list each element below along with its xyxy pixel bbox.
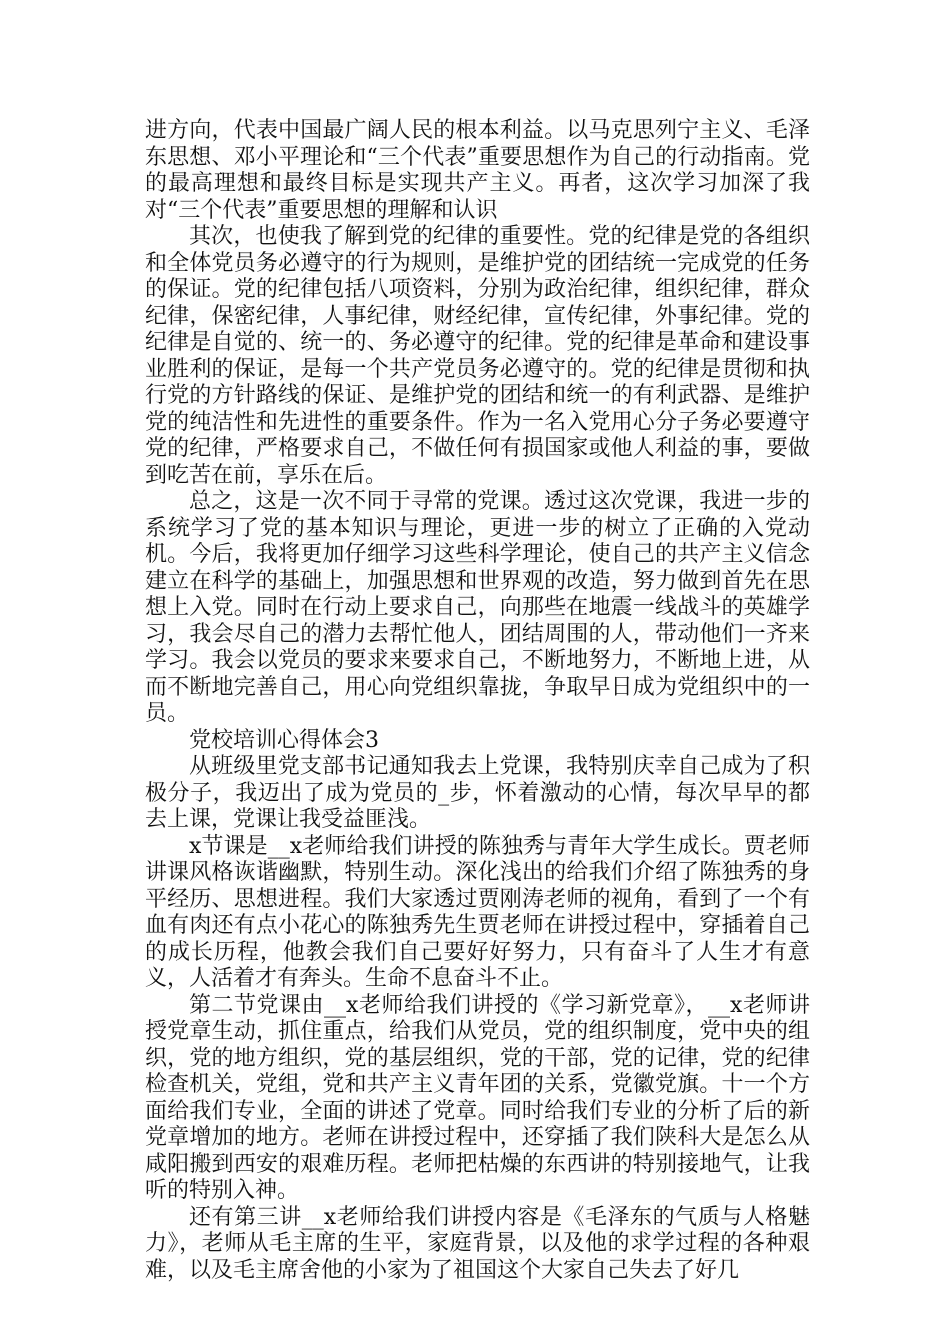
paragraph-party-discipline: 其次，也使我了解到党的纪律的重要性。党的纪律是党的各组织和全体党员务必遵守的行为规则，是维护党的团结统一完成党的任务的保证。党的纪律包括八项资料，分别为政治纪律，组织纪律，群众纪律，保密纪律，人事纪律，财经纪律，宣传纪律，外事纪律。党的纪律是自觉的、统一的、务必遵守的纪律。党的纪律是革命和建设事业胜利的保证，是每一个共产党员务必遵守的。党的纪律是贯彻和执行党的方针路线的保证、是维护党的团结和统一的有利武器、是维护党的纯洁性和先进性的重要条件。作为一名入党用心分子务必要遵守党的纪律，严格要求自己，不做任何有损国家或他人利益的事，要做到吃苦在前，享乐在后。 xyxy=(145,224,810,488)
paragraph-third-lesson: 还有第三讲__x老师给我们讲授内容是《毛泽东的气质与人格魅力》，老师从毛主席的生平，家庭背景，以及他的求学过程的各种艰难，以及毛主席舍他的小家为了祖国这个大家自己失去了好几 xyxy=(145,1204,810,1283)
document-page xyxy=(145,118,810,1284)
paragraph-continuation: 进方向，代表中国最广阔人民的根本利益。以马克思列宁主义、毛泽东思想、邓小平理论和“三个代表”重要思想作为自己的行动指南。党的最高理想和最终目标是实现共产主义。再者，这次学习加深了我对“三个代表”重要思想的理解和认识 xyxy=(145,118,810,223)
paragraph-second-lesson: 第二节党课由__x老师给我们讲授的《学习新党章》，__x老师讲授党章生动，抓住重点，给我们从党员，党的组织制度，党中央的组织，党的地方组织，党的基层组织，党的干部，党的记律，党的纪律检查机关，党组，党和共产主义青年团的关系，党徽党旗。十一个方面给我们专业，全面的讲述了党章。同时给我们专业的分析了后的新党章增加的地方。老师在讲授过程中，还穿插了我们陕科大是怎么从咸阳搬到西安的艰难历程。老师把枯燥的东西讲的特别接地气，让我听的特别入神。 xyxy=(145,992,810,1203)
paragraph-first-lesson: x节课是__x老师给我们讲授的陈独秀与青年大学生成长。贾老师讲课风格诙谐幽默，特别生动。深化浅出的给我们介绍了陈独秀的身平经历、思想进程。我们大家透过贾刚涛老师的视角，看到了一个有血有肉还有点小花心的陈独秀先生贾老师在讲授过程中，穿插着自己的成长历程，他教会我们自己要好好努力，只有奋斗了人生才有意义，人活着才有奔头。生命不息奋斗不止。 xyxy=(145,833,810,991)
paragraph-conclusion: 总之，这是一次不同于寻常的党课。透过这次党课，我进一步的系统学习了党的基本知识与理论，更进一步的树立了正确的入党动机。今后，我将更加仔细学习这些科学理论，使自己的共产主义信念建立在科学的基础上，加强思想和世界观的改造，努力做到首先在思想上入党。同时在行动上要求自己，向那些在地震一线战斗的英雄学习，我会尽自己的潜力去帮忙他人，团结周围的人，带动他们一齐来学习。我会以党员的要求来要求自己，不断地努力，不断地上进，从而不断地完善自己，用心向党组织靠拢，争取早日成为党组织中的一员。 xyxy=(145,489,810,726)
section-heading: 党校培训心得体会3 xyxy=(189,727,379,753)
paragraph-intro: 从班级里党支部书记通知我去上党课，我特别庆幸自己成为了积极分子，我迈出了成为党员的_步，怀着激动的心情，每次早早的都去上课，党课让我受益匪浅。 xyxy=(145,754,810,832)
